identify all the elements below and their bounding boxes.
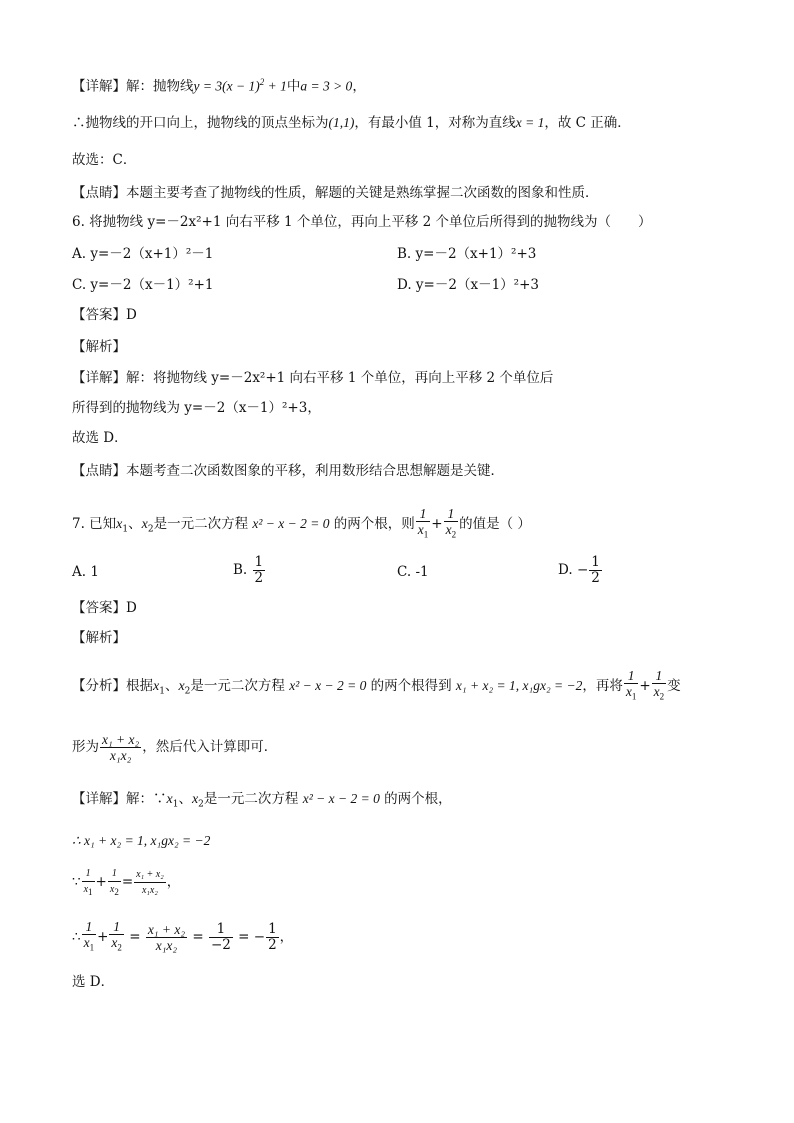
q7-an-a: 【分析】根据 — [72, 677, 153, 694]
q6-option-c: C. y=－2（x－1）²+1 — [72, 277, 214, 293]
x-base: x — [191, 792, 199, 807]
frac-num: 1 — [416, 506, 431, 522]
frac-num: 1 — [444, 506, 459, 522]
because-symbol: ∵ — [72, 874, 81, 890]
q6-detail-2: 所得到的抛物线为 y=－2（x－1）²+3， — [72, 400, 321, 416]
x-base: x — [111, 935, 118, 951]
x-base: x — [83, 935, 90, 951]
q6-option-a: A. y=－2（x+1）²－1 — [72, 246, 214, 262]
q7-stem-c: 的两个根，则 — [333, 515, 415, 532]
frac-num: 1 — [209, 922, 233, 938]
frac-sum-over-product — [134, 867, 166, 898]
plus: + — [431, 515, 443, 532]
q7-step-1: ∴ x₁ + x₂ = 1, x₁gx₂ = −2 — [72, 833, 211, 848]
q7-sep: 、 — [128, 515, 142, 532]
frac-den: x₁x₂ — [109, 748, 132, 763]
frac-num: 1 — [108, 866, 121, 882]
frac-den: 2 — [254, 570, 264, 586]
x-sub: 2 — [659, 691, 665, 702]
equals: = — [192, 929, 204, 945]
q6-stem: 6. 将抛物线 y=－2x²+1 向右平移 1 个单位，再向上平移 2 个单位后所得到的抛物线为（ ） — [72, 214, 652, 230]
q7-an-equation: x² − x − 2 = 0 — [289, 677, 367, 693]
sep: 、 — [178, 791, 192, 807]
q7-an-b: 是一元二次方程 — [190, 677, 285, 694]
q7-stem-a: 7. 已知 — [72, 515, 117, 532]
q7-de-c: 的两个根， — [384, 791, 452, 807]
x-sub: 1 — [631, 691, 637, 702]
sep: 、 — [164, 677, 179, 694]
equals: = — [121, 874, 134, 890]
comma: ， — [166, 874, 181, 890]
frac-num: x₁ + x₂ — [134, 867, 166, 883]
x-sub: 1 — [172, 799, 179, 810]
frac-one-half — [253, 555, 266, 586]
label: A. — [72, 564, 87, 580]
minus: − — [253, 929, 266, 945]
q5-detail-line — [72, 72, 366, 97]
frac-num: x₁ + x₂ — [147, 922, 186, 937]
frac-den — [108, 882, 121, 900]
q7-option-c — [397, 562, 429, 582]
value: 1 — [90, 564, 99, 580]
plus: + — [639, 677, 651, 694]
frac-den — [82, 882, 95, 900]
frac-1-over-x2 — [108, 866, 121, 900]
x-sub: 1 — [89, 942, 95, 953]
x-sub: 2 — [114, 886, 119, 897]
frac-den — [444, 522, 459, 543]
frac-den: −2 — [210, 937, 231, 953]
label: B. — [233, 562, 248, 578]
x-sub: 1 — [423, 529, 429, 540]
q5-conclusion-line — [72, 113, 631, 133]
x-base: x — [109, 883, 115, 895]
q5-a-value: a = 3 > 0 — [300, 78, 353, 94]
q7-x2-base: x — [141, 516, 148, 532]
q7-stem — [72, 506, 531, 547]
q5-detail-prefix: 【详解】解：抛物线 — [72, 78, 194, 95]
q5-text-end: ， — [352, 78, 366, 95]
q6-choice: 故选 D． — [72, 430, 128, 446]
frac-den: 2 — [591, 570, 600, 586]
q7-x2-sub: 2 — [147, 524, 154, 535]
frac-1-over-neg2 — [209, 922, 233, 953]
q7-stem-d: 的值是（ ） — [459, 515, 531, 532]
frac-den: x₁x₂ — [155, 938, 178, 953]
q6-answer: 【答案】D — [72, 307, 137, 323]
q5-vertex: (1,1) — [328, 115, 355, 130]
frac-sum-over-product — [100, 732, 141, 763]
frac-den: 2 — [268, 937, 277, 953]
frac-num: 1 — [109, 919, 124, 935]
q7-de-b: 是一元二次方程 — [203, 791, 299, 807]
equals: = — [129, 929, 141, 945]
label: C. — [397, 564, 412, 580]
q7-frac-1-over-x2 — [444, 506, 459, 543]
x-sub: 1 — [88, 886, 93, 897]
q7-de-equation: x² − x − 2 = 0 — [302, 791, 380, 806]
q5-axis: x = 1 — [515, 115, 545, 130]
q5-comment: 【点睛】本题主要考查了抛物线的性质，解题的关键是熟练掌握二次函数的图象和性质． — [72, 185, 599, 201]
q7-an-e: 变 — [667, 677, 681, 694]
x-base: x — [83, 883, 89, 895]
x-base: x — [625, 684, 632, 699]
frac-num: 1 — [624, 668, 639, 684]
frac-den — [652, 684, 667, 705]
frac-num: 1 — [82, 919, 97, 935]
equals: = — [238, 929, 250, 945]
q5-parabola-equation-tail: + 1 — [264, 78, 287, 94]
frac-den — [82, 935, 97, 956]
x-sub: 2 — [198, 799, 204, 810]
x-base: x — [178, 678, 185, 694]
q7-an-c: 的两个根得到 — [370, 677, 452, 694]
x-sub: 1 — [159, 686, 165, 697]
q5-conclusion-a: ∴抛物线的开口向上，抛物线的顶点坐标为 — [72, 115, 329, 131]
q7-relation: x₁ + x₂ = 1, x₁gx₂ = −2 — [455, 677, 583, 693]
x-sub: 2 — [451, 529, 457, 540]
q6-comment: 【点睛】本题考查二次函数图象的平移，利用数形结合思想解题是关键． — [72, 463, 504, 479]
label: D. — [558, 562, 573, 578]
comma: ， — [279, 929, 294, 945]
frac-num: 1 — [254, 554, 264, 570]
q7-detail-line — [72, 789, 452, 815]
q7-x1-sub: 1 — [122, 524, 129, 535]
frac-num: 1 — [268, 921, 277, 937]
frac-1-over-x2 — [109, 919, 124, 956]
x-sub: 2 — [117, 942, 122, 953]
q7-answer: 【答案】D — [72, 600, 137, 616]
frac-1-over-x2 — [652, 668, 667, 705]
x-base: x — [417, 522, 424, 537]
q7-analysis-label: 【解析】 — [72, 630, 126, 646]
frac-den — [416, 522, 431, 543]
q6-option-d: D. y=－2（x－1）²+3 — [397, 277, 539, 293]
q5-exponent: 2 — [259, 77, 265, 87]
q5-conclusion-b: ，有最小值 1，对称为直线 — [354, 115, 516, 131]
q7-analysis-line1 — [72, 668, 681, 709]
q5-choice: 故选：C． — [72, 152, 137, 168]
q7-x1-base: x — [116, 516, 123, 532]
frac-1-over-x1 — [624, 668, 639, 705]
q7-option-d — [558, 555, 603, 586]
q6-detail-1: 【详解】解：将抛物线 y=－2x²+1 向右平移 1 个单位，再向上平移 2 个单位后 — [72, 370, 554, 386]
frac-1-over-x1 — [82, 919, 97, 956]
q5-conclusion-c: ，故 C 正确． — [544, 115, 631, 131]
x-sub: 2 — [184, 686, 191, 697]
frac-sum-over-product — [146, 922, 187, 953]
q5-parabola-equation: y = 3(x − 1) — [193, 78, 260, 94]
q7-an2-b: ，然后代入计算即可． — [142, 739, 278, 755]
frac-den — [624, 684, 639, 705]
q7-step-3 — [72, 917, 293, 957]
therefore-symbol: ∴ — [72, 929, 81, 945]
frac-den: x₁x₂ — [141, 885, 158, 896]
q6-option-b: B. y=－2（x+1）²+3 — [397, 246, 537, 262]
q7-frac-1-over-x1 — [416, 506, 431, 543]
x-base: x — [166, 792, 173, 807]
frac-one-half — [589, 555, 602, 586]
frac-den — [109, 935, 124, 956]
q7-step-2 — [72, 864, 180, 900]
x-base: x — [653, 684, 660, 699]
q5-text-mid: 中 — [286, 78, 301, 95]
q7-de-a: 【详解】解：∵ — [72, 791, 167, 807]
frac-1-over-x1 — [82, 866, 95, 900]
q7-an-d: ，再将 — [582, 677, 623, 694]
plus: + — [95, 874, 107, 890]
q7-equation: x² − x − 2 = 0 — [252, 515, 330, 531]
q7-option-a — [72, 562, 99, 582]
plus: + — [97, 929, 109, 945]
minus: − — [576, 562, 589, 578]
frac-one-half — [266, 922, 279, 953]
q7-an2-a: 形为 — [72, 739, 99, 755]
frac-num: 1 — [591, 554, 600, 570]
x-base: x — [153, 678, 160, 694]
q7-final-choice: 选 D． — [72, 974, 115, 990]
value: -1 — [415, 564, 429, 580]
q7-option-b — [233, 555, 266, 586]
q6-analysis-label: 【解析】 — [72, 339, 126, 355]
q7-analysis-line2 — [72, 730, 277, 764]
x-base: x — [445, 522, 452, 537]
frac-num: 1 — [82, 866, 95, 882]
frac-num: 1 — [652, 668, 667, 684]
q7-stem-b: 是一元二次方程 — [153, 515, 249, 532]
frac-num: x₁ + x₂ — [102, 732, 140, 747]
